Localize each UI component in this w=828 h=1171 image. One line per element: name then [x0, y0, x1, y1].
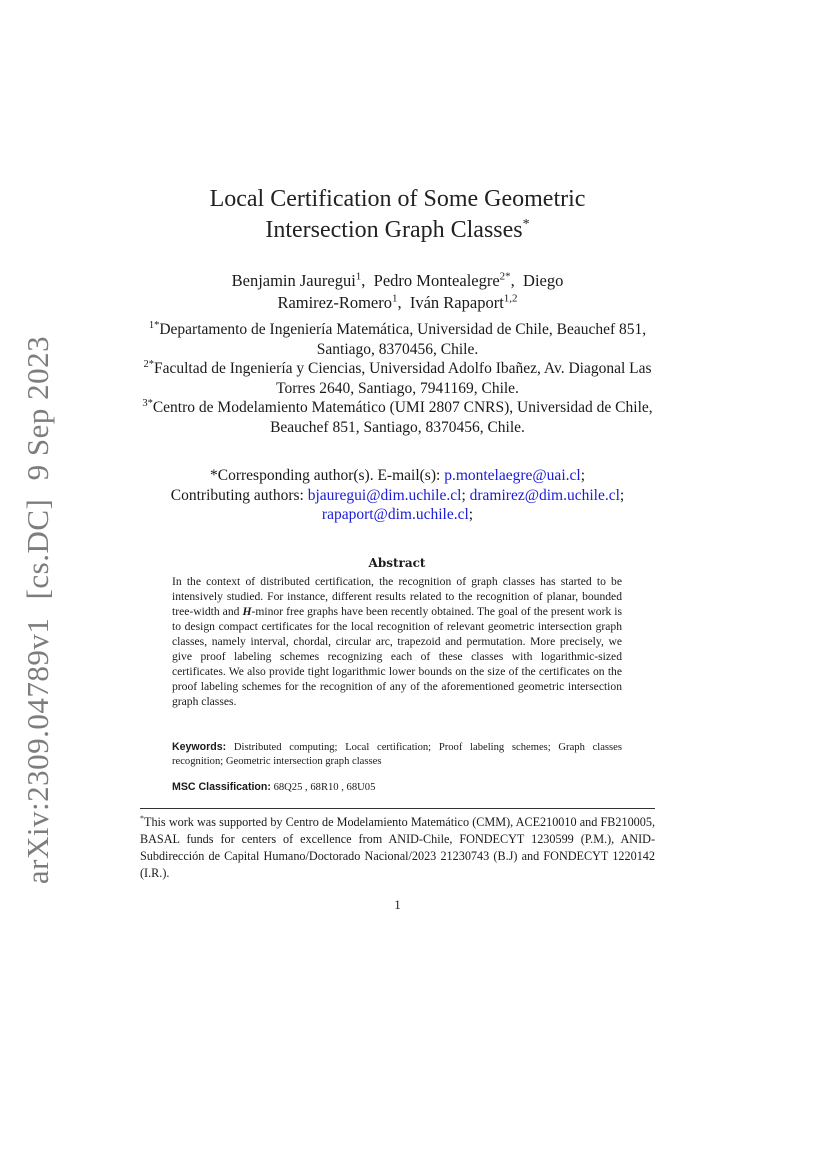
keywords-label: Keywords: [172, 741, 227, 753]
msc-label: MSC Classification: [172, 781, 271, 793]
arxiv-sidebar [20, 335, 56, 885]
author-affil-mark: 2* [499, 270, 511, 283]
affiliation-mark: 1* [148, 319, 160, 331]
author-name-part: Ramirez-Romero [277, 293, 392, 312]
email-link[interactable]: bjauregui@dim.uchile.cl [307, 486, 462, 504]
author-name: Benjamin Jauregui [231, 271, 356, 290]
author-name: Pedro Montealegre [373, 271, 500, 290]
arxiv-id[interactable]: arXiv:2309.04789v1 [20, 617, 55, 885]
keywords-block [172, 740, 622, 769]
affiliation [140, 359, 655, 398]
abstract-text [172, 574, 622, 709]
footnote-text: This work was supported by Centro de Modelamiento Matemático (CMM), ACE210010 and FB210005, BASAL funds for centers of excellence from ANID-Chile, FONDECYT 1230599 (P.M.), ANID-Subdirección de Capital Humano/Doctorado Nacional/2023 21230743 (B.J) and FONDECYT 1220142 (I.R.). [140, 815, 655, 880]
affiliation-mark: 2* [143, 358, 154, 370]
contact-block [140, 466, 655, 525]
abstract-part-1: In the context of distributed certification, the recognition of graph classes has started to be intensively studied. For instance, different results related to the recognition of planar, bounded tree-width and [172, 575, 622, 618]
h-minor-symbol: H [242, 605, 252, 618]
msc-codes: 68Q25 , 68R10 , 68U05 [273, 782, 376, 793]
email-link[interactable]: dramirez@dim.uchile.cl [469, 486, 620, 504]
affiliation-text: Departamento de Ingeniería Matemática, Universidad de Chile, Beauchef 851, Santiago, 8370456, Chile. [159, 321, 647, 358]
title-line-2 [140, 215, 655, 246]
author-line-2: Ramirez-Romero$^1$, Iván Rapaport$^{1,2}$ [277, 292, 518, 312]
email-link[interactable]: rapaport@dim.uchile.cl [321, 506, 469, 523]
footnote-divider [140, 808, 655, 809]
contributing-line: Contributing authors: bjauregui@dim.uchile.cl; dramirez@dim.uchile.cl; [170, 486, 625, 504]
affiliation-text: Centro de Modelamiento Matemático (UMI 2807 CNRS), Universidad de Chile, Beauchef 851, Santiago, 8370456, Chile. [152, 399, 653, 436]
author-affil-mark: 1,2 [503, 292, 518, 305]
contributing-label: Contributing authors: [170, 486, 304, 504]
paper-title [140, 184, 655, 246]
affiliation [140, 320, 655, 359]
abstract-heading: Abstract [368, 556, 426, 570]
author-list [140, 270, 655, 314]
footnote [140, 814, 655, 882]
arxiv-category: [cs.DC] [20, 498, 55, 600]
msc-block [172, 780, 622, 795]
page-number: 1 [394, 897, 401, 912]
corresponding-label: *Corresponding author(s). E-mail(s): [210, 467, 441, 484]
keywords-text: Distributed computing; Local certification; Proof labeling schemes; Graph classes recognition; Geometric intersection graph classes [172, 742, 622, 767]
footnote-mark: * [140, 813, 144, 823]
arxiv-date: 9 Sep 2023 [20, 335, 55, 481]
author-line-1: Benjamin Jauregui$^1$, Pedro Montealegre$^{2*}$, Diego [231, 270, 564, 290]
title-footnote-mark[interactable]: * [522, 217, 530, 232]
corresponding-line: *Corresponding author(s). E-mail(s): p.montelaegre@uai.cl; [210, 467, 585, 484]
author-affil-mark: 1 [391, 292, 398, 305]
affiliation-list [140, 320, 655, 437]
affiliation-text: Facultad de Ingeniería y Ciencias, Universidad Adolfo Ibañez, Av. Diagonal Las Torres 2640, Santiago, 7941169, Chile. [153, 360, 652, 397]
author-affil-mark: 1 [355, 270, 362, 283]
contributing-line-2: rapaport@dim.uchile.cl; [321, 506, 474, 523]
abstract-part-2: -minor free graphs have been recently obtained. The goal of the present work is to design compact certificates for the local recognition of relevant geometric intersection graph classes, namely interval, chordal, circular arc, trapezoid and permutation. More precisely, we give proof labeling schemes recognizing each of these classes with logarithmic-sized certificates. We also provide tight logarithmic lower bounds on the size of the certificates on the proof labeling schemes for the recognition of any of the aforementioned geometric intersection graph classes. [172, 605, 623, 708]
title-line-2-text: Intersection Graph Classes [265, 217, 523, 243]
arxiv-stamp [20, 326, 56, 884]
author-name-part: Diego [523, 271, 564, 290]
affiliation-mark: 3* [142, 397, 153, 409]
title-line-1: Local Certification of Some Geometric [209, 186, 586, 212]
affiliation [140, 398, 655, 437]
corresponding-email-link[interactable]: p.montelaegre@uai.cl [444, 467, 581, 484]
author-name: Iván Rapaport [409, 293, 504, 312]
